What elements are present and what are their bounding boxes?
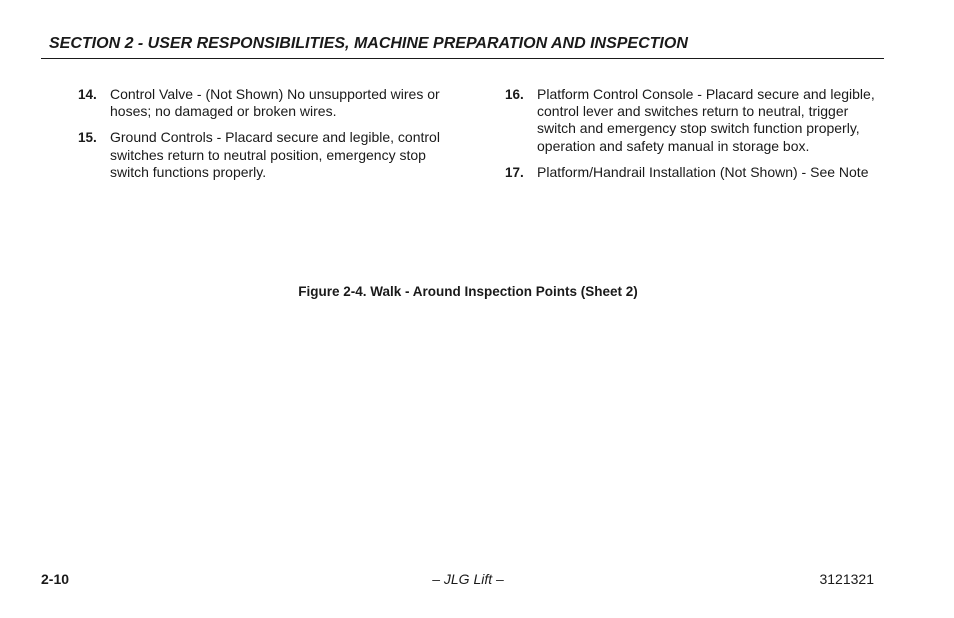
list-item [505,164,877,181]
item-number: 17. [505,164,524,180]
list-item [505,86,877,155]
item-number: 14. [78,87,97,102]
document-number: 3121321 [819,571,874,587]
item-text: Control Valve - (Not Shown) No unsupported wires or hoses; no damaged or broken wires. [110,86,440,120]
right-column [505,86,877,190]
section-title: SECTION 2 - USER RESPONSIBILITIES, MACHINE PREPARATION AND INSPECTION [49,35,688,52]
list-item [78,86,458,120]
footer-center-text: – JLG Lift – [432,571,504,587]
item-text: Ground Controls - Placard secure and legible, control switches return to neutral position, emergency stop switch functions properly. [110,129,440,180]
item-text: Platform Control Console - Placard secure and legible, control lever and switches return to neutral, trigger switch and emergency stop switch function properly, operation and safety manual in storage box. [537,86,875,154]
list-item [78,129,458,181]
figure-caption: Figure 2-4. Walk - Around Inspection Points (Sheet 2) [298,284,638,299]
section-header [41,33,884,59]
item-number: 15. [78,130,97,146]
page-number: 2-10 [41,571,70,587]
left-column [78,86,458,190]
item-number: 16. [505,87,524,102]
item-text: Platform/Handrail Installation (Not Shown) - See Note [537,163,869,180]
